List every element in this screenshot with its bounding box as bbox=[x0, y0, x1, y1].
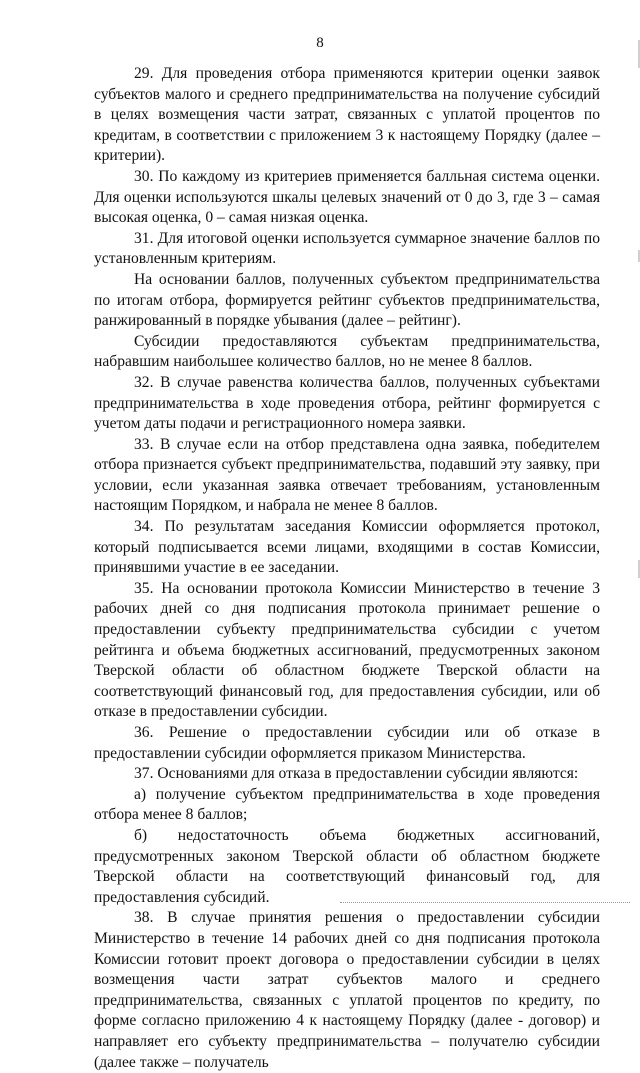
paragraph-37-b: б) недостаточность объема бюджетных ассигнований, предусмотренных законом Тверской области об областном бюджете Тверской области на соответствующий финансовый год, для предоставления субсидий. bbox=[94, 826, 600, 906]
paragraph-31: 31. Для итоговой оценки используется суммарное значение баллов по установленным критериям. bbox=[94, 229, 600, 268]
paragraph-subsidies: Субсидии предоставляются субъектам предпринимательства, набравшим наибольшее количество баллов, но не менее 8 баллов. bbox=[94, 332, 600, 371]
paragraph-30: 30. По каждому из критериев применяется балльная система оценки. Для оценки используются шкалы целевых значений от 0 до 3, где 3 – самая высокая оценка, 0 – самая низкая оценка. bbox=[94, 167, 600, 227]
paragraph-rating: На основании баллов, полученных субъектом предпринимательства по итогам отбора, формируется рейтинг субъектов предпринимательства, ранжированный в порядке убывания (далее – рейтинг). bbox=[94, 270, 600, 330]
paragraph-37: 37. Основаниями для отказа в предоставлении субсидии являются: bbox=[134, 765, 579, 783]
paragraph-29: 29. Для проведения отбора применяются критерии оценки заявок субъектов малого и среднего предпринимательства на получение субсидий в целях возмещения части затрат, связанных с уплатой процентов по кредитам, в соответствии с приложением 3 к настоящему Порядку (далее – критерии). bbox=[94, 65, 600, 165]
paragraph-38: 38. В случае принятия решения о предоставлении субсидии Министерство в течение 14 рабочих дней со дня подписания протокола Комиссии готовит проект договора о предоставлении субсидии в целях возмещения части затрат субъектов малого и среднего предпринимательства, связанных с уплатой процентов по кредиту, по форме согласно приложению 4 к настоящему Порядку (далее - договор) и направляет его субъекту предпринимательства – получателю субсидии (далее также – получатель bbox=[94, 909, 600, 1071]
document-body bbox=[94, 64, 600, 1073]
paragraph-37-a: а) получение субъектом предпринимательства в ходе проведения отбора менее 8 баллов; bbox=[94, 785, 600, 824]
paragraph-35: 35. На основании протокола Комиссии Министерство в течение 3 рабочих дней со дня подписания протокола принимает решение о предоставлении субъекту предпринимательства субсидии с учетом рейтинга и объема бюджетных ассигнований, предусмотренных законом Тверской области об областном бюджете Тверской области на соответствующий финансовый год, для предоставления субсидии, или об отказе в предоставлении субсидии. bbox=[94, 579, 600, 721]
scan-bottom-line bbox=[340, 901, 630, 903]
paragraph-33: 33. В случае если на отбор представлена одна заявка, победителем отбора признается субъект предпринимательства, подавший эту заявку, при условии, если указанная заявка отвечает требованиям, установленным настоящим Порядком, и набрала не менее 8 баллов. bbox=[94, 435, 600, 515]
paragraph-34: 34. По результатам заседания Комиссии оформляется протокол, который подписывается всеми лицами, входящими в состав Комиссии, принявшими участие в ее заседании. bbox=[94, 518, 600, 577]
page-number: 8 bbox=[316, 35, 324, 51]
paragraph-36: 36. Решение о предоставлении субсидии или об отказе в предоставлении субсидии оформляется приказом Министерства. bbox=[94, 724, 600, 762]
paragraph-32: 32. В случае равенства количества баллов, полученных субъектами предпринимательства в ходе проведения отбора, рейтинг формируется с учетом даты подачи и регистрационного номера заявки. bbox=[94, 373, 600, 433]
